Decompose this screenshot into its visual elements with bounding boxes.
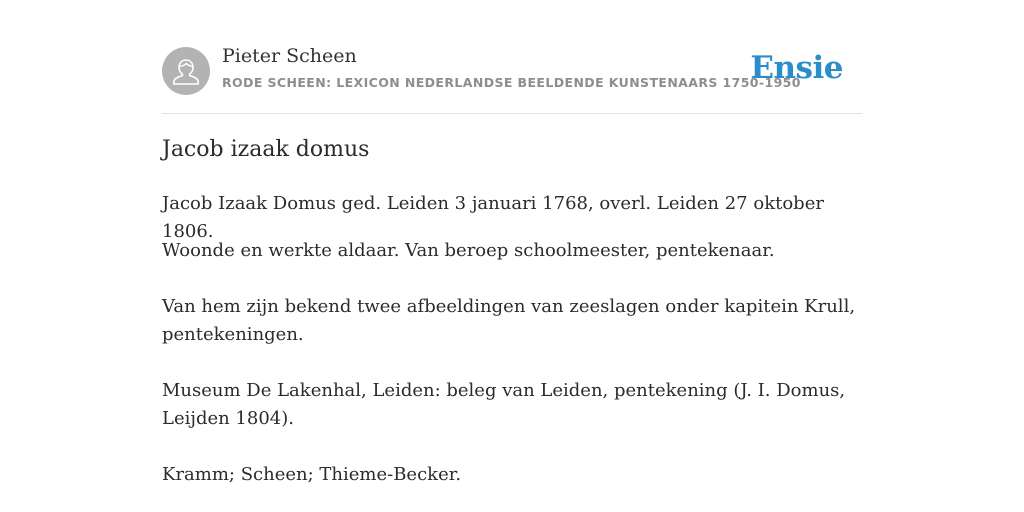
article-paragraph: Jacob Izaak Domus ged. Leiden 3 januari 1768, overl. Leiden 27 oktober 1806. xyxy=(162,193,824,242)
article-paragraph: Museum De Lakenhal, Leiden: beleg van Leiden, pentekening (J. I. Domus, Leijden 1804). xyxy=(162,380,846,429)
user-silhouette-icon xyxy=(162,47,210,95)
article-header xyxy=(162,0,862,114)
article-title: Jacob izaak domus xyxy=(162,137,370,162)
article-paragraph: Kramm; Scheen; Thieme-Becker. xyxy=(162,464,462,485)
article-paragraph: Woonde en werkte aldaar. Van beroep schoolmeester, pentekenaar. xyxy=(162,240,775,261)
article-paragraph: Van hem zijn bekend twee afbeeldingen van zeeslagen onder kapitein Krull, pentekeningen. xyxy=(162,296,856,345)
author-avatar[interactable] xyxy=(162,47,210,95)
page xyxy=(162,0,862,485)
source-label[interactable]: RODE SCHEEN: LEXICON NEDERLANDSE BEELDENDE KUNSTENAARS 1750-1950 xyxy=(222,75,801,90)
brand-logo[interactable]: Ensie xyxy=(750,50,843,86)
author-name[interactable]: Pieter Scheen xyxy=(222,45,357,67)
